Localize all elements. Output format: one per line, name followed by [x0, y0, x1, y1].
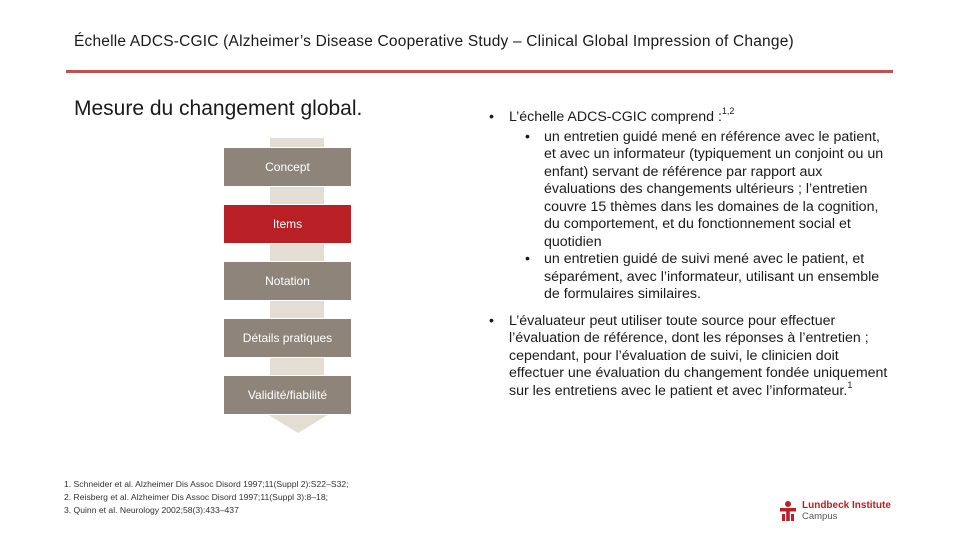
lundbeck-figure-icon	[778, 500, 798, 522]
logo-name: Lundbeck Institute	[802, 500, 891, 511]
sub-bullet-text: un entretien guidé mené en référence avec le patient, et avec un informateur (typiquement un conjoint ou un enfant) servant de référence par rapport aux évaluations des changements ultérieurs ; l’entretien couvre 15 thèmes dans les domaines de la cognition, du comportement, et du fonctionnement social et quotidien	[544, 128, 884, 250]
title-divider	[66, 70, 893, 73]
flow-step-concept[interactable]: Concept	[223, 147, 352, 187]
citation-superscript: 1,2	[721, 106, 735, 117]
logo-subname: Campus	[802, 511, 838, 522]
lundbeck-logo	[778, 500, 918, 522]
bullet-item	[487, 313, 892, 401]
bullet-dot-icon: •	[525, 251, 530, 267]
references	[64, 478, 349, 517]
reference-item: 3. Quinn et al. Neurology 2002;58(3):433–437	[64, 505, 239, 515]
reference-item: 2. Reisberg et al. Alzheimer Dis Assoc Disord 1997;11(Suppl 3):8–18;	[64, 492, 328, 502]
citation-superscript: 1	[847, 379, 853, 390]
bullet-text: L’échelle ADCS-CGIC comprend :	[509, 109, 722, 125]
bullet-item	[487, 106, 892, 127]
sub-bullet-text: un entretien guidé de suivi mené avec le patient, et séparément, avec l’informateur, utilisant un ensemble de formulaires similaires.	[544, 251, 880, 302]
slide-subtitle: Mesure du changement global.	[74, 97, 363, 120]
flow-step-items[interactable]: Items	[223, 204, 352, 244]
bullet-dot-icon: •	[489, 109, 494, 125]
bullet-list	[487, 106, 892, 408]
bullet-dot-icon: •	[489, 312, 494, 329]
sub-bullet-item	[487, 129, 892, 252]
sub-bullet-item	[487, 251, 892, 304]
flow-step-validite-fiabilite[interactable]: Validité/fiabilité	[223, 375, 352, 415]
flow-step-details-pratiques[interactable]: Détails pratiques	[223, 318, 352, 358]
reference-item: 1. Schneider et al. Alzheimer Dis Assoc Disord 1997;11(Suppl 2):S22–S32;	[64, 479, 349, 489]
bullet-text: L’évaluateur peut utiliser toute source pour effectuer l’évaluation de référence, dont les réponses à l’entretien ; cependant, pour l’évaluation de suivi, le clinicien doit effectuer une évaluation du changement fondée uniquement sur les entretiens avec le patient et avec l’informateur.	[509, 312, 888, 399]
flow-step-notation[interactable]: Notation	[223, 261, 352, 301]
bullet-dot-icon: •	[525, 128, 530, 145]
slide-title: Échelle ADCS-CGIC (Alzheimer’s Disease Cooperative Study – Clinical Global Impression of Change)	[74, 33, 794, 50]
